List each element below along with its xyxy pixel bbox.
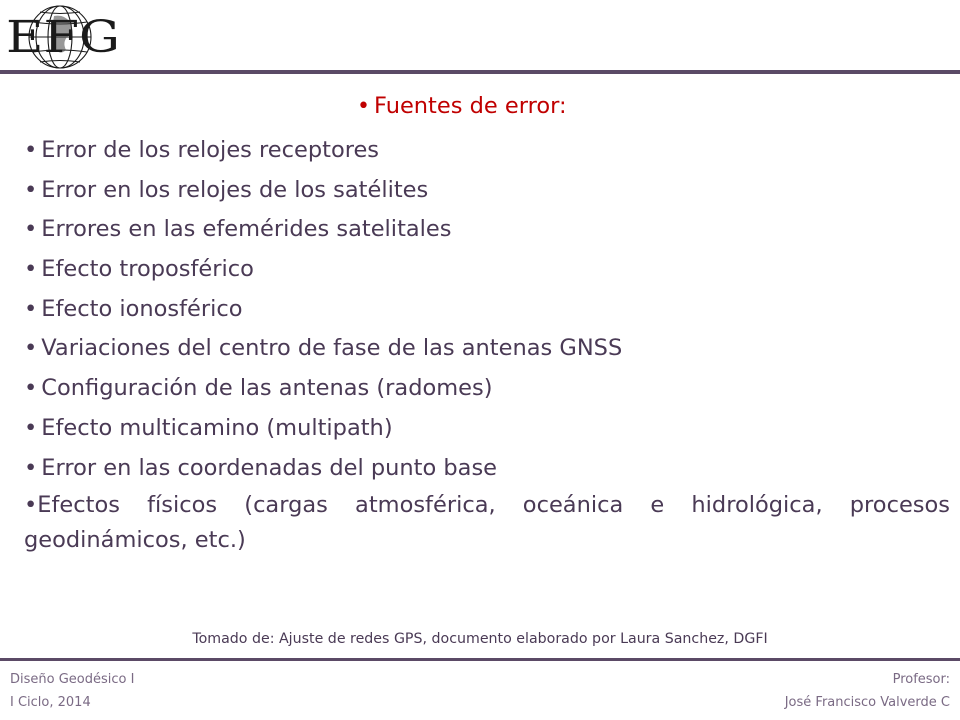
bullet-icon: • xyxy=(24,335,38,362)
bullet-icon: • xyxy=(357,94,370,119)
bullet-icon: • xyxy=(24,176,38,203)
list-item: •Efectos físicos (cargas atmosférica, oceánica e hidrológica, procesos geodinámicos, etc.) xyxy=(24,492,950,554)
bullet-icon: • xyxy=(24,216,38,243)
course-term: I Ciclo, 2014 xyxy=(10,695,91,710)
professor-label: Profesor: xyxy=(892,672,950,687)
list-item: • Variaciones del centro de fase de las antenas GNSS xyxy=(24,335,623,362)
bullet-icon: • xyxy=(24,295,38,322)
list-item: • Efecto ionosférico xyxy=(24,295,243,322)
bullet-icon: • xyxy=(24,414,38,441)
error-sources-list xyxy=(24,137,950,558)
globe-logo-icon xyxy=(4,2,124,72)
heading-text: Fuentes de error: xyxy=(373,93,567,119)
bullet-icon: • xyxy=(24,375,38,402)
slide-heading xyxy=(357,93,567,119)
list-item: • Error en los relojes de los satélites xyxy=(24,176,429,203)
course-name: Diseño Geodésico I xyxy=(10,672,135,687)
footer-course-info xyxy=(10,668,134,714)
list-item: • Error de los relojes receptores xyxy=(24,137,380,163)
efg-logo xyxy=(4,2,124,72)
list-item: • Errores en las efemérides satelitales xyxy=(24,216,452,243)
list-item: • Configuración de las antenas (radomes) xyxy=(24,375,493,402)
header-divider xyxy=(0,70,960,74)
source-note: Tomado de: Ajuste de redes GPS, documento elaborado por Laura Sanchez, DGFI xyxy=(192,631,768,647)
logo-wordmark: EFG xyxy=(6,12,120,63)
bullet-icon: • xyxy=(24,454,38,481)
list-item: • Efecto troposférico xyxy=(24,256,254,283)
list-item: • Efecto multicamino (multipath) xyxy=(24,414,393,441)
footer-professor-info xyxy=(785,668,950,714)
bullet-icon: • xyxy=(24,137,38,163)
bullet-icon: • xyxy=(24,492,38,519)
footer-divider xyxy=(0,658,960,661)
bullet-icon: • xyxy=(24,256,38,283)
professor-name: José Francisco Valverde C xyxy=(784,695,950,710)
list-item: • Error en las coordenadas del punto base xyxy=(24,454,498,481)
